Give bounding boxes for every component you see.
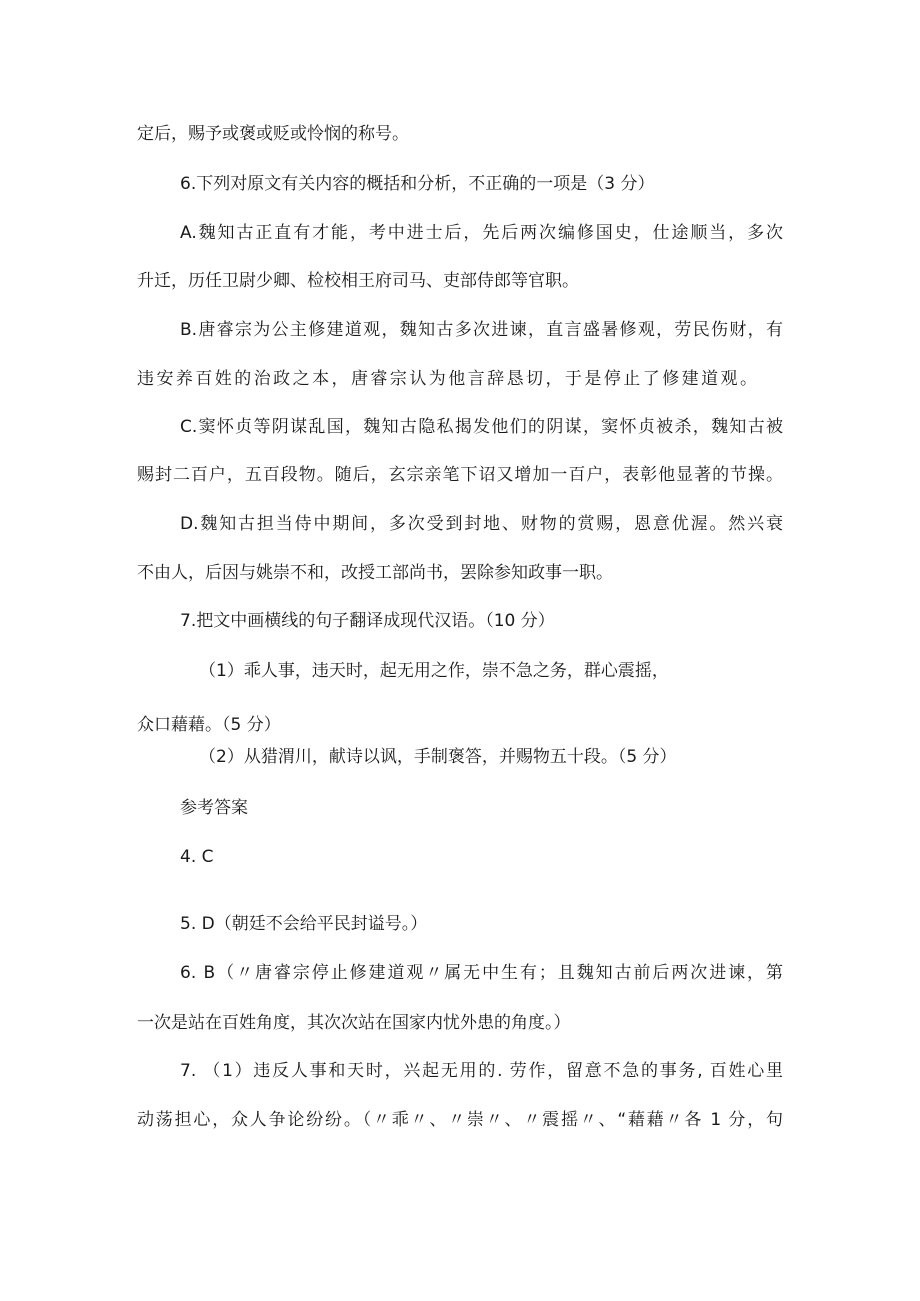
sentence-1-line-2: 众口藉藉。（5 分） [137, 715, 281, 735]
answer-4: 4. C [180, 847, 214, 867]
text-line: 定后，赐予或褒或贬或怜悯的称号。 [137, 124, 409, 144]
answer-7-line-2: 动荡担心，众人争论纷纷。（〃乖〃、〃崇〃、〃震摇〃、“藉藉〃各 1 分，句 [137, 1110, 783, 1130]
option-b-line-1: B.唐睿宗为公主修建道观，魏知古多次进谏，直言盛暑修观，劳民伤财，有 [180, 320, 783, 340]
option-a-line-1: A.魏知古正直有才能，考中进士后，先后两次编修国史，仕途顺当，多次 [180, 223, 783, 243]
answer-6-line-1: 6. B（〃唐睿宗停止修建道观〃属无中生有；且魏知古前后两次进谏，第 [180, 963, 783, 983]
option-c-line-2: 赐封二百户，五百段物。随后，玄宗亲笔下诏又增加一百户，表彰他显著的节操。 [137, 465, 783, 485]
option-d-line-1: D.魏知古担当侍中期间，多次受到封地、财物的赏赐，恩意优渥。然兴衰 [180, 514, 783, 534]
question-6-heading: 6.下列对原文有关内容的概括和分析，不正确的一项是（3 分） [180, 174, 655, 194]
option-d-line-2: 不由人，后因与姚崇不和，改授工部尚书，罢除参知政事一职。 [137, 563, 613, 583]
answer-7-line-1: 7. （1）违反人事和天时，兴起无用的. 劳作，留意不急的事务, 百姓心里 [180, 1061, 783, 1081]
answer-5: 5. D（朝廷不会给平民封谥号。） [180, 914, 428, 934]
answer-6-line-2: 一次是站在百姓角度，其次次站在国家内忧外患的角度。） [137, 1013, 571, 1033]
question-7-heading: 7.把文中画横线的句子翻译成现代汉语。（10 分） [180, 611, 555, 631]
sentence-1-line-1: （1）乖人事，违天时，起无用之作，崇不急之务，群心震摇， [199, 661, 669, 681]
option-b-line-2: 违安养百姓的治政之本，唐睿宗认为他言辞恳切，于是停止了修建道观。 [137, 369, 757, 389]
answer-heading: 参考答案 [180, 798, 248, 818]
sentence-2: （2）从猎渭川，献诗以讽，手制褒答，并赐物五十段。（5 分） [199, 747, 677, 767]
option-a-line-2: 升迁，历任卫尉少卿、检校相王府司马、吏部侍郎等官职。 [137, 271, 579, 291]
option-c-line-1: C.窦怀贞等阴谋乱国，魏知古隐私揭发他们的阴谋，窦怀贞被杀，魏知古被 [180, 417, 783, 437]
